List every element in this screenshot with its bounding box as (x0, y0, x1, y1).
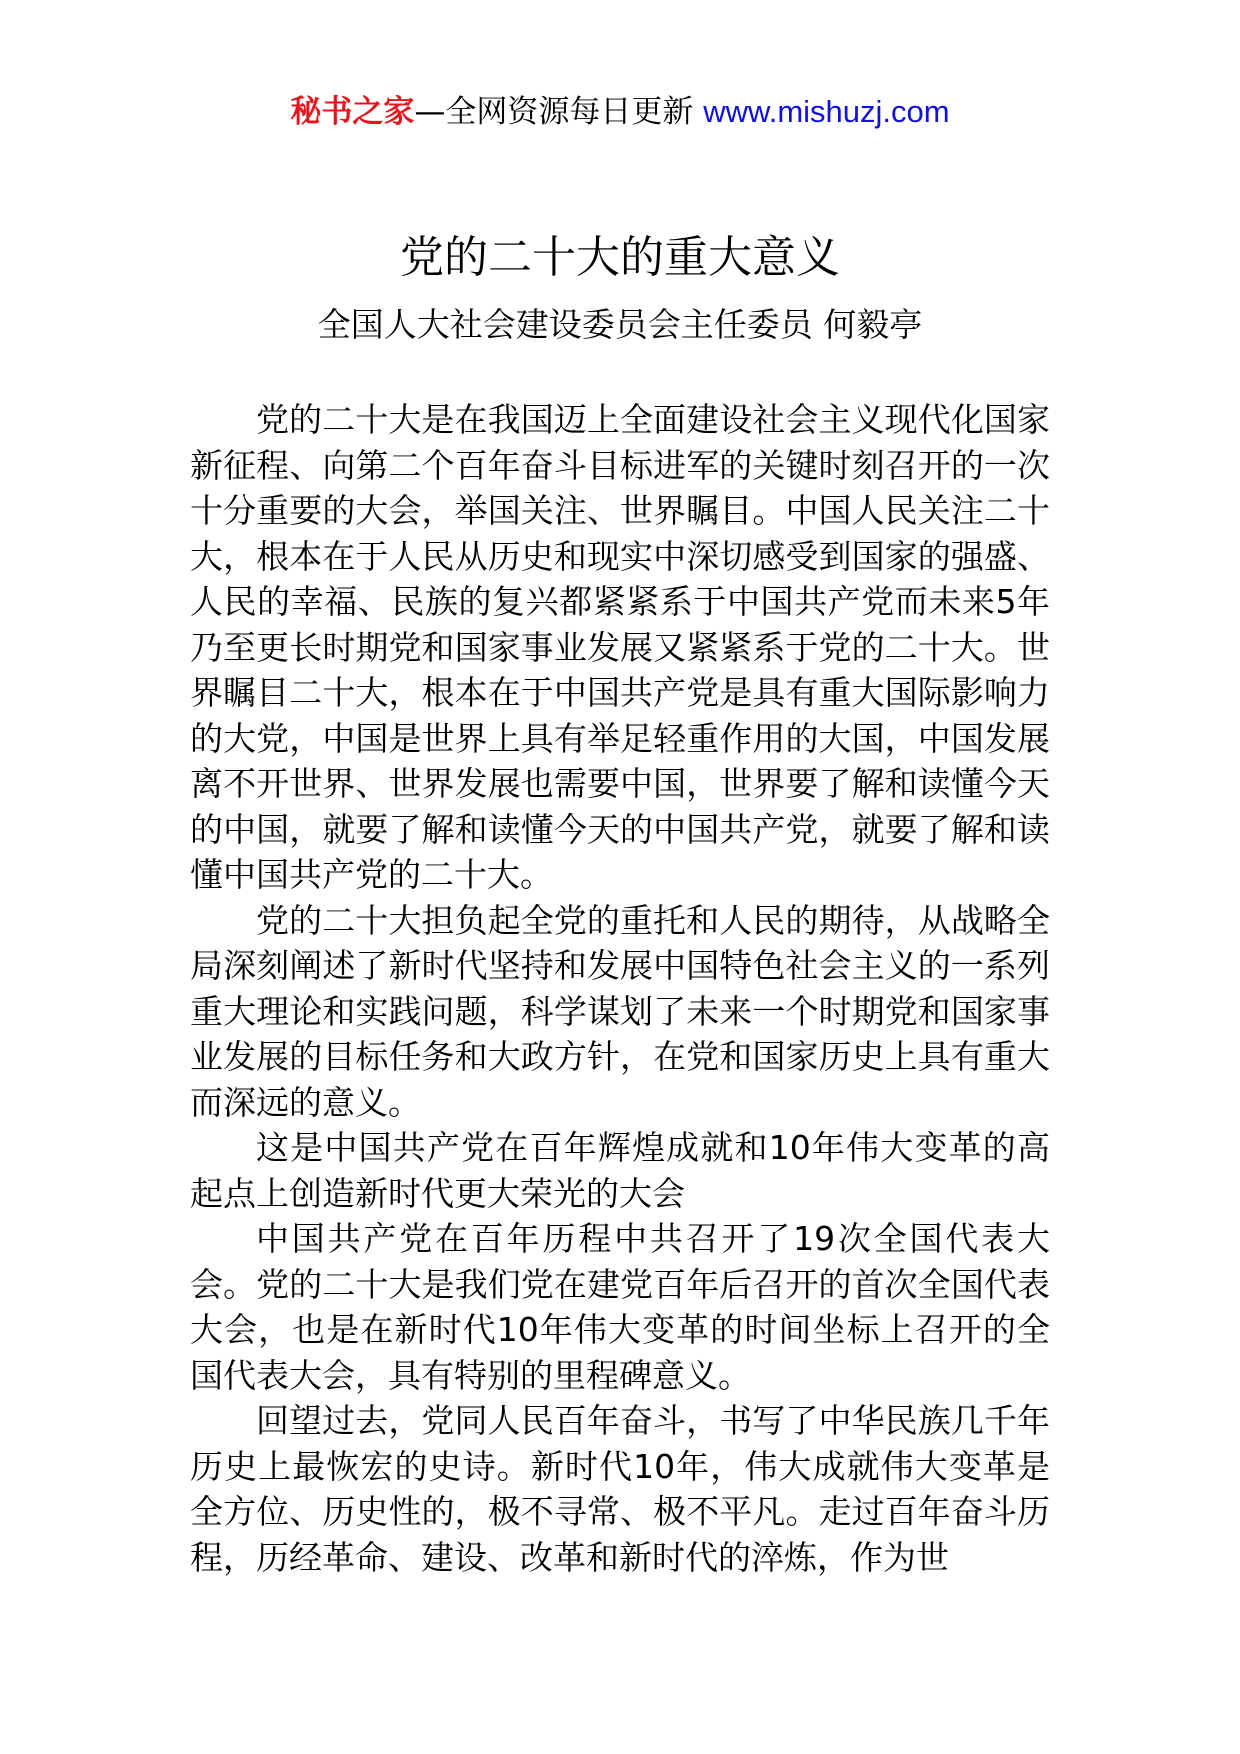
section-heading: 这是中国共产党在百年辉煌成就和10年伟大变革的高起点上创造新时代更大荣光的大会 (190, 1128, 1050, 1213)
site-tagline: —全网资源每日更新 (414, 94, 704, 130)
paragraph-2: 党的二十大担负起全党的重托和人民的期待，从战略全局深刻阐述了新时代坚持和发展中国特色社会主义的一系列重大理论和实践问题，科学谋划了未来一个时期党和国家事业发展的目标任务和大政方针，在党和国家历史上具有重大而深远的意义。 (190, 900, 1050, 1122)
site-header (0, 92, 1240, 132)
paragraph-1: 党的二十大是在我国迈上全面建设社会主义现代化国家新征程、向第二个百年奋斗目标进军的关键时刻召开的一次十分重要的大会，举国关注、世界瞩目。中国人民关注二十大，根本在于人民从历史和现实中深切感受到国家的强盛、人民的幸福、民族的复兴都紧紧系于中国共产党而未来5年乃至更长时期党和国家事业发展又紧紧系于党的二十大。世界瞩目二十大，根本在于中国共产党是具有重大国际影响力的大党，中国是世界上具有举足轻重作用的大国，中国发展离不开世界、世界发展也需要中国，世界要了解和读懂今天的中国，就要了解和读懂今天的中国共产党，就要了解和读懂中国共产党的二十大。 (190, 400, 1050, 894)
document-title: 党的二十大的重大意义 (400, 232, 840, 283)
document-byline: 全国人大社会建设委员会主任委员 何毅亭 (317, 305, 923, 344)
paragraph-4: 回望过去，党同人民百年奋斗，书写了中华民族几千年历史上最恢宏的史诗。新时代10年，伟大成就伟大变革是全方位、历史性的，极不寻常、极不平凡。走过百年奋斗历程，历经革命、建设、改革和新时代的淬炼，作为世 (190, 1401, 1050, 1577)
document-body (190, 397, 1050, 1580)
site-url-link[interactable]: www.mishuzj.com (703, 94, 950, 129)
site-brand: 秘书之家 (290, 94, 415, 130)
paragraph-3: 中国共产党在百年历程中共召开了19次全国代表大会。党的二十大是我们党在建党百年后召开的首次全国代表大会，也是在新时代10年伟大变革的时间坐标上召开的全国代表大会，具有特别的里程碑意义。 (190, 1219, 1050, 1395)
